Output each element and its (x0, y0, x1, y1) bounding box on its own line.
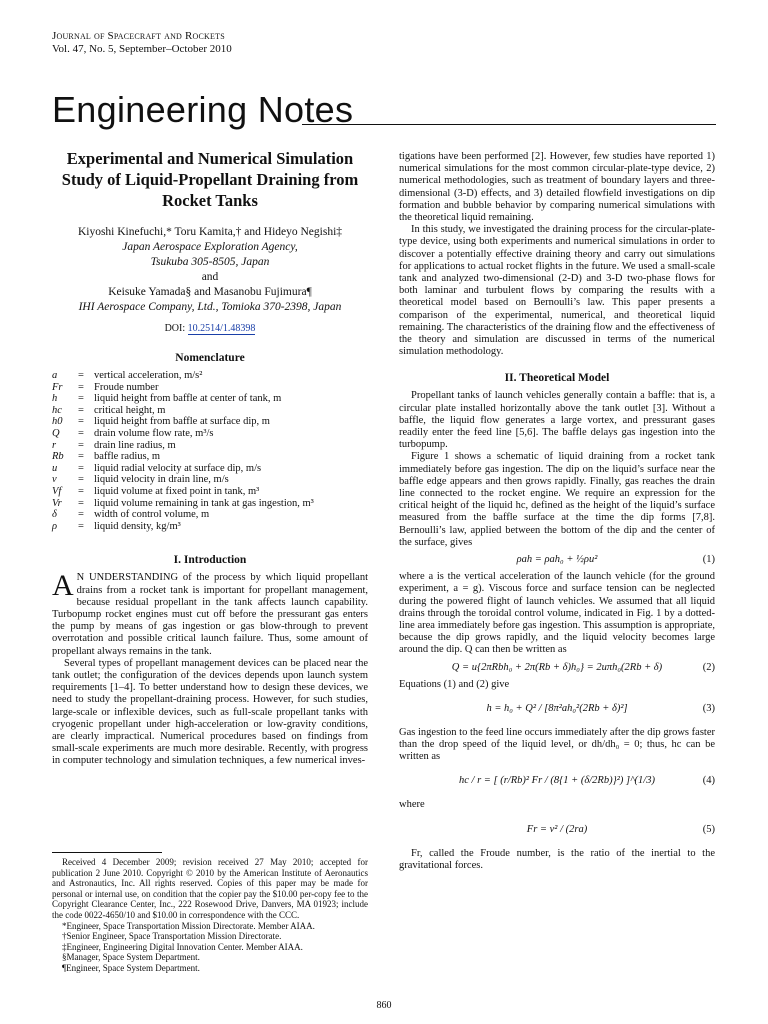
equation-1-number: (1) (702, 554, 715, 566)
doi-link[interactable]: 10.2514/1.48398 (187, 323, 256, 334)
nomenclature-equals: = (78, 393, 84, 405)
footnotes (52, 852, 368, 974)
nomenclature-description: critical height, m (94, 404, 166, 416)
nomenclature-row (52, 405, 314, 417)
nomenclature-description: liquid volume remaining in tank at gas ingestion, m³ (94, 497, 314, 509)
nomenclature-equals: = (78, 485, 84, 497)
theory-paragraph-6: where (399, 799, 425, 811)
nomenclature-equals: = (78, 404, 84, 416)
nomenclature-symbol: Vr (52, 497, 62, 509)
nomenclature-equals: = (78, 520, 84, 532)
nomenclature-symbol: h0 (52, 416, 63, 428)
journal-volume: Vol. 47, No. 5, September–October 2010 (52, 43, 232, 55)
footnote-5: ¶Engineer, Space System Department. (62, 962, 200, 973)
nomenclature-equals: = (78, 427, 84, 439)
nomenclature-row (52, 521, 314, 533)
footnote-4: §Manager, Space System Department. (62, 952, 200, 963)
nomenclature-description: liquid velocity in drain line, m/s (94, 474, 229, 486)
nomenclature-row (52, 416, 314, 428)
theory-paragraph-5: Gas ingestion to the feed line occurs immediately after the dip grows faster than the drop speed of the liquid level, or dh/dh₀ = 0; thus, hc can be written as (399, 726, 715, 763)
nomenclature-equals: = (78, 381, 84, 393)
theory-heading: II. Theoretical Model (504, 372, 610, 385)
nomenclature-equals: = (78, 497, 84, 509)
paper-title: Experimental and Numerical Simulation Study of Liquid-Propellant Draining from Rocket Tanks (61, 149, 359, 210)
equation-1 (399, 549, 715, 571)
drop-cap: A (52, 569, 74, 603)
right-paragraph-1: tigations have been performed [2]. However, few studies have reported 1) numerical simulations for the most common circular-plate-type device, 2) numerical methodologies, such as treatment of boundary layers and three-dimensional (3-D) effects, and 3) detailed flowfield investigations on dip formation and bubble behavior by comparing numerical simulations with the theoretical liquid remaining. (399, 151, 715, 224)
footnote-rule (52, 852, 162, 853)
equation-4 (399, 763, 715, 799)
nomenclature-description: liquid density, kg/m³ (94, 520, 181, 532)
nomenclature-heading: Nomenclature (175, 352, 245, 364)
nomenclature-row (52, 370, 314, 382)
page-number: 860 (376, 1000, 392, 1011)
right-paragraph-2: In this study, we investigated the draining process for the circular-plate-type device, using both experiments and numerical simulations in order to discover a potentially effective draining theory and carry out simulations for applications to actual rocket flights in the future. We used a small-scale tank and analyzed two-dimensional (2-D) and 3-D two-phase flows for both laminar and turbulent flows by comparing the results with a theoretical model based on Bernoulli’s law. This paper presents a comparison of the experimental, numerical, and theoretical liquid remaining. The characteristics of the draining flow and the effectiveness of the theory and simulation are discussed in terms of the numerical simulation methodology. (399, 224, 715, 358)
nomenclature-row (52, 463, 314, 475)
nomenclature-description: liquid radial velocity at surface dip, m/s (94, 462, 262, 474)
nomenclature-symbol: r (52, 439, 57, 451)
nomenclature-row (52, 498, 314, 510)
nomenclature-symbol: Rb (52, 451, 64, 463)
nomenclature-description: Froude number (94, 381, 159, 393)
nomenclature-equals: = (78, 509, 84, 521)
nomenclature-description: baffle radius, m (94, 451, 160, 463)
author-group-2: Keisuke Yamada§ and Masanobu Fujimura¶ (108, 286, 312, 298)
equation-5-number: (5) (702, 823, 715, 835)
nomenclature-table (52, 370, 314, 532)
intro-paragraph-1 (52, 569, 368, 657)
nomenclature-symbol: v (52, 474, 57, 486)
nomenclature-symbol: δ (52, 509, 57, 521)
nomenclature-description: liquid height from baffle at center of tank, m (94, 393, 282, 405)
nomenclature-equals: = (78, 462, 84, 474)
affiliation-2: IHI Aerospace Company, Ltd., Tomioka 370-2398, Japan (78, 301, 342, 313)
nomenclature-row (52, 451, 314, 463)
equation-2 (399, 657, 715, 679)
nomenclature-row (52, 393, 314, 405)
theory-paragraph-3: where a is the vertical acceleration of the launch vehicle (for the ground experiment, a = g). Viscous force and surface tension can be neglected during the powered flight of launch vehicles. We assumed that all liquid drains through the toroidal control volume, indicated in Fig. 1 by a dotted-line area immediately before gas ingestion. This assumption is appropriate, because the dip grows rapidly, and the liquid velocity becomes large around the dip. Q can then be written as (399, 571, 715, 656)
nomenclature-symbol: u (52, 462, 58, 474)
nomenclature-description: width of control volume, m (94, 509, 210, 521)
nomenclature-description: drain volume flow rate, m³/s (94, 427, 214, 439)
received-note: Received 4 December 2009; revision received 27 May 2010; accepted for publication 2 June 2010. Copyright © 2010 by the American Institute of Aeronautics and Astronautics, Inc. All rights reserved. Copies of this paper may be made for personal or internal use, on condition that the copier pay the $10.00 per-copy fee to the Copyright Clearance Center, Inc., 222 Rosewood Drive, Danvers, MA 01923; include the code 0022-4650/10 and $10.00 in correspondence with the CCC. (52, 857, 368, 920)
banner-rule (302, 124, 716, 125)
intro-paragraph-2: Several types of propellant management devices can be placed near the tank outlet; the configuration of the devices depends upon launch system requirements [1–4]. To better understand how to design these devices, we need to study the propellant-draining process. However, for such studies, large-scale or inflexible devices, such as full-scale propellant tanks with cryogenic propellant under high-acceleration or low-gravity conditions, are clearly impractical. Numerical procedures based on findings from small-scale experiments are much more desirable. Recently, with progress in computer technology and simulation techniques, a few numerical inves- (52, 657, 368, 767)
nomenclature-description: liquid volume at fixed point in tank, m³ (94, 485, 260, 497)
doi-label: DOI: (164, 323, 186, 334)
theory-paragraph-4: Equations (1) and (2) give (399, 678, 510, 690)
nomenclature-equals: = (78, 370, 84, 381)
nomenclature-row (52, 440, 314, 452)
author-group-1: Kiyoshi Kinefuchi,* Toru Kamita,† and Hideyo Negishi‡ (77, 226, 343, 238)
equation-5-body: Fr = v² / (2ra) (526, 823, 588, 835)
author-and: and (201, 271, 219, 283)
theory-paragraph-2: Figure 1 shows a schematic of liquid draining from a rocket tank immediately before gas ingestion. The dip on the liquid’s surface near the baffle edge appears and then grows rapidly. Finally, gas reaches the drain line connected to the rocket engine. We require an expression for the critical height of the liquid hc, defined as the height of the liquid’s surface measured from the baffle surface at the time the dip forms [7,8]. Bernoulli’s law, applied between the bottom of the dip and the center of the surface, gives (399, 451, 715, 548)
nomenclature-symbol: h (52, 393, 58, 405)
nomenclature-row (52, 382, 314, 394)
footnote-1: *Engineer, Space Transportation Mission Directorate. Member AIAA. (62, 920, 315, 931)
nomenclature-row (52, 509, 314, 521)
journal-header (52, 30, 232, 56)
equation-3 (399, 691, 715, 727)
footnote-2: †Senior Engineer, Space Transportation Mission Directorate. (62, 931, 282, 942)
doi (52, 323, 368, 334)
equation-2-number: (2) (702, 661, 715, 673)
equation-2-body: Q = u{2πRbh₀ + 2π(Rb + δ)h₀} = 2uπh₀(2Rb + δ) (451, 661, 663, 673)
nomenclature-description: liquid height from baffle at surface dip, m (94, 416, 270, 428)
theory-paragraph-7: Fr, called the Froude number, is the ratio of the inertial to the gravitational forces. (399, 847, 715, 871)
theory-paragraph-1: Propellant tanks of launch vehicles generally contain a baffle: that is, a circular plate installed horizontally above the tank outlet [3]. Without a baffle, the liquid flow generates a large vortex, and pressurant gases readily enter the feed line [5,6]. The baffle delays gas ingestion into the turbopump. (399, 390, 715, 451)
nomenclature-description: drain line radius, m (94, 439, 176, 451)
intro-heading: I. Introduction (173, 554, 247, 567)
nomenclature-symbol: hc (52, 404, 62, 416)
nomenclature-equals: = (78, 451, 84, 463)
nomenclature-row (52, 486, 314, 498)
nomenclature-description: vertical acceleration, m/s² (94, 370, 203, 381)
affiliation-1-line1: Japan Aerospace Exploration Agency, (122, 241, 298, 253)
affiliation-1-line2: Tsukuba 305-8505, Japan (150, 256, 270, 268)
nomenclature-equals: = (78, 416, 84, 428)
journal-name: Journal of Spacecraft and Rockets (52, 30, 225, 42)
section-label: Engineering Notes (52, 89, 354, 130)
nomenclature-symbol: Q (52, 427, 60, 439)
equation-4-number: (4) (702, 775, 715, 787)
nomenclature-symbol: ρ (52, 520, 58, 532)
equation-4-body: hc / r = [ (r/Rb)² Fr / (8{1 + (δ/2Rb)}²) ]^(1/3) (459, 775, 655, 787)
right-column (399, 151, 715, 872)
nomenclature-equals: = (78, 439, 84, 451)
equation-5 (399, 812, 715, 848)
equation-1-body: ρah = ρah₀ + ½ρu² (516, 554, 598, 566)
equation-3-body: h = h₀ + Q² / [8π²ah₀²(2Rb + δ)²] (486, 702, 628, 714)
nomenclature-symbol: Fr (52, 381, 63, 393)
section-banner (52, 90, 716, 134)
nomenclature-symbol: a (52, 370, 58, 381)
nomenclature-row (52, 474, 314, 486)
nomenclature-equals: = (78, 474, 84, 486)
intro-p1-text: N UNDERSTANDING of the process by which liquid propellant drains from a rocket tank is important for propellant management, because residual propellant in the tank affects launch capability. Turbopump rocket engines must cut off before the pressurant gas enters the pump by means of gas ingestion or gas blow-through to prevent overrotation and possible critical launch failure. Thus, some amount of propellant always remains in the tank. (52, 572, 368, 657)
left-column (52, 148, 368, 768)
nomenclature-symbol: Vf (52, 485, 62, 497)
footnote-3: ‡Engineer, Engineering Digital Innovation Center. Member AIAA. (62, 941, 303, 952)
author-block (52, 225, 368, 315)
nomenclature-row (52, 428, 314, 440)
equation-3-number: (3) (702, 702, 715, 714)
